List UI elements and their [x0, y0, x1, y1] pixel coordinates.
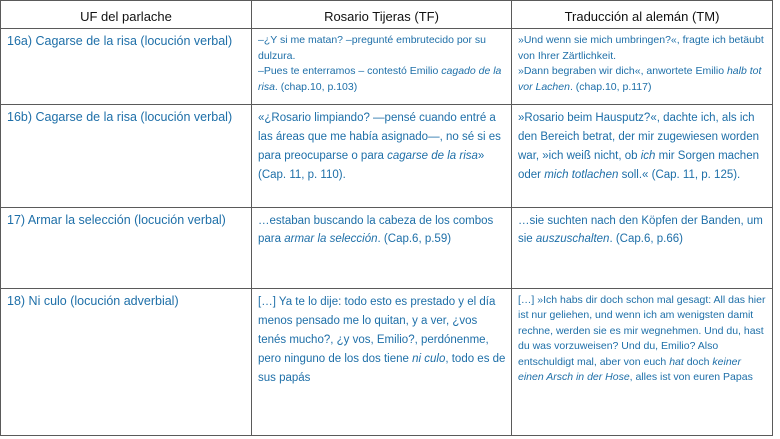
- translation-line: [518, 64, 768, 95]
- translation-cell: [512, 207, 773, 288]
- text-segment: . (Cap.6, p.59): [377, 232, 452, 245]
- source-cell: [252, 288, 512, 435]
- text-segment: . (chap.10, p.117): [569, 80, 652, 93]
- italic-phrase: hat: [669, 355, 684, 368]
- translation-cell: [512, 29, 773, 105]
- source-cell: [252, 29, 512, 105]
- table-row: [1, 29, 773, 105]
- uf-cell: [1, 207, 252, 288]
- text-segment: soll.« (Cap. 11, p. 125).: [618, 169, 741, 182]
- text-segment: …sie suchten nach den Köpfen der Banden, um sie: [518, 214, 763, 245]
- italic-phrase: keiner einen Arsch in der Hose: [518, 355, 742, 384]
- uf-label: 17) Armar la selección (locución verbal): [7, 212, 226, 227]
- text-segment: […] Ya te lo dije: todo esto es prestado y el día menos pensado me lo quitan, y a ver, ¿vos tenés mucho?, ¿y vos, Emilio?, perdónenme, pero ninguno de los dos tiene: [258, 295, 496, 365]
- text-segment: »Rosario beim Hausputz?«, dachte ich, als ich den Bereich betrat, der mir zugewiesen worden war, »ich weiß nicht, ob: [518, 112, 759, 163]
- text-segment: »Dann begraben wir dich«, anwortete Emilio: [518, 65, 727, 77]
- header-uf: UF del parlache: [1, 1, 252, 29]
- table-row: [1, 207, 773, 288]
- header-translation: Traducción al alemán (TM): [512, 1, 773, 29]
- uf-label: 18) Ni culo (locución adverbial): [7, 293, 179, 308]
- translation-cell: [512, 105, 773, 208]
- italic-phrase: ich: [640, 150, 656, 163]
- source-cell: [252, 105, 512, 208]
- uf-cell: [1, 105, 252, 208]
- text-segment: , alles ist von euren Papas: [629, 371, 753, 384]
- table-row: [1, 288, 773, 435]
- text-segment: mir Sorgen machen oder: [518, 150, 759, 182]
- text-segment: , todo es de sus papás: [258, 352, 506, 384]
- text-segment: […] »Ich habs dir doch schon mal gesagt: All das hier ist nur geliehen, und wenn ich am wenigsten damit rechne, werden sie es mir wegnehmen. Und du, hast du was vorzuweisen? Und du, Emilio? Also entschuldigt mal, aber von euch: [518, 293, 766, 368]
- uf-label: 16b) Cagarse de la risa (locución verbal): [7, 110, 233, 125]
- uf-cell: [1, 288, 252, 435]
- header-source-text: Rosario Tijeras (TF): [252, 1, 512, 29]
- text-segment: «¿Rosario limpiando? —pensé cuando entré a las áreas que me había asignado—, no sé si es para preocuparse o para: [258, 112, 501, 163]
- table-header-row: [1, 1, 773, 29]
- translation-line: »Und wenn sie mich umbringen?«, fragte ich betäubt von Ihrer Zärtlichkeit.: [518, 34, 764, 62]
- text-segment: –Pues te enterramos – contestó Emilio: [258, 65, 442, 77]
- uf-label: 16a) Cagarse de la risa (locución verbal): [7, 34, 233, 48]
- text-segment: doch: [683, 355, 713, 368]
- italic-phrase: halb tot vor Lachen: [518, 65, 762, 93]
- italic-phrase: cagado de la risa: [258, 65, 502, 93]
- italic-phrase: armar la selección: [284, 232, 378, 245]
- source-cell: [252, 207, 512, 288]
- source-line: –¿Y si me matan? –pregunté embrutecido por su dulzura.: [258, 34, 487, 62]
- text-segment: . (chap.10, p.103): [274, 80, 358, 93]
- italic-phrase: auszuschalten: [535, 232, 610, 245]
- italic-phrase: mich totlachen: [544, 169, 619, 182]
- italic-phrase: cagarse de la risa: [387, 150, 478, 163]
- uf-cell: [1, 29, 252, 105]
- italic-phrase: ni culo: [412, 352, 446, 365]
- translation-cell: [512, 288, 773, 435]
- text-segment: . (Cap.6, p.66): [609, 232, 683, 245]
- source-line: [258, 64, 507, 95]
- text-segment: » (Cap. 11, p. 110).: [258, 150, 485, 182]
- table-row: [1, 105, 773, 208]
- text-segment: …estaban buscando la cabeza de los combos para: [258, 214, 494, 245]
